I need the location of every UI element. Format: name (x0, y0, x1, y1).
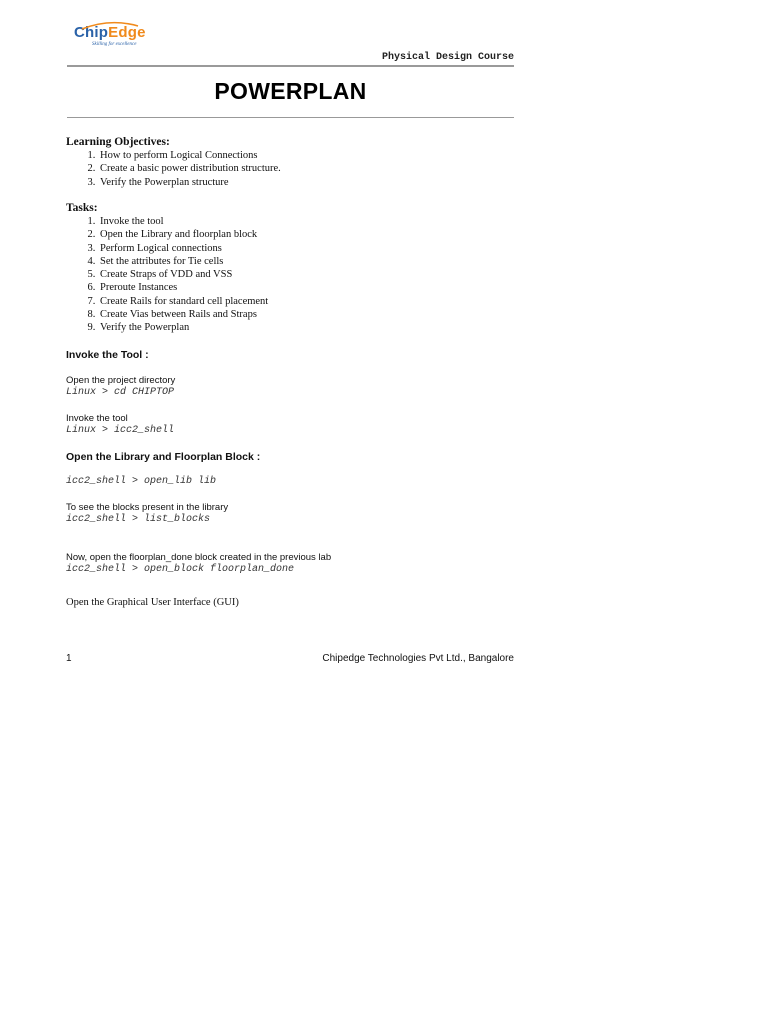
list-blocks-command: icc2_shell > list_blocks (66, 514, 211, 525)
list-item: 5. Create Straps of VDD and VSS (98, 268, 268, 281)
list-item: 3. Perform Logical connections (98, 242, 268, 255)
invoke-heading: Invoke the Tool : (66, 349, 149, 361)
logo-text-chip: Chip (74, 24, 109, 41)
list-item: 6. Preroute Instances (98, 281, 268, 294)
invoke-step1-command: Linux > cd CHIPTOP (66, 387, 175, 398)
open-block-text: Now, open the floorplan_done block created in the previous lab (66, 552, 332, 563)
tasks-list (66, 215, 268, 335)
tasks-heading: Tasks: (66, 202, 98, 214)
title-divider (67, 117, 514, 118)
invoke-step1-text: Open the project directory (66, 375, 176, 386)
footer-company: Chipedge Technologies Pvt Ltd., Bangalore (322, 653, 514, 664)
list-item: 1. Invoke the tool (98, 215, 268, 228)
objectives-list (66, 149, 281, 189)
list-item: 1. How to perform Logical Connections (98, 149, 281, 162)
chipedge-logo (74, 24, 154, 52)
open-lib-command: icc2_shell > open_lib lib (66, 476, 217, 487)
open-block-command: icc2_shell > open_block floorplan_done (66, 564, 295, 575)
page-number: 1 (66, 653, 72, 664)
logo-text-edge: Edge (108, 24, 146, 41)
list-item: 9. Verify the Powerplan (98, 321, 268, 334)
list-blocks-text: To see the blocks present in the library (66, 502, 229, 513)
open-lib-heading: Open the Library and Floorplan Block : (66, 451, 261, 463)
logo-tagline: Skilling for excellence (92, 42, 137, 47)
list-item: 2. Create a basic power distribution structure. (98, 162, 281, 175)
open-gui-text: Open the Graphical User Interface (GUI) (66, 597, 239, 608)
list-item: 4. Set the attributes for Tie cells (98, 255, 268, 268)
list-item: 8. Create Vias between Rails and Straps (98, 308, 268, 321)
logo-swoosh-icon (80, 20, 140, 30)
list-item: 3. Verify the Powerplan structure (98, 176, 281, 189)
list-item: 2. Open the Library and floorplan block (98, 228, 268, 241)
page-title: POWERPLAN (214, 78, 367, 104)
invoke-step2-command: Linux > icc2_shell (66, 425, 175, 436)
header-divider (67, 65, 514, 67)
invoke-step2-text: Invoke the tool (66, 413, 128, 424)
course-title: Physical Design Course (381, 52, 514, 63)
objectives-heading: Learning Objectives: (66, 136, 170, 148)
list-item: 7. Create Rails for standard cell placement (98, 295, 268, 308)
